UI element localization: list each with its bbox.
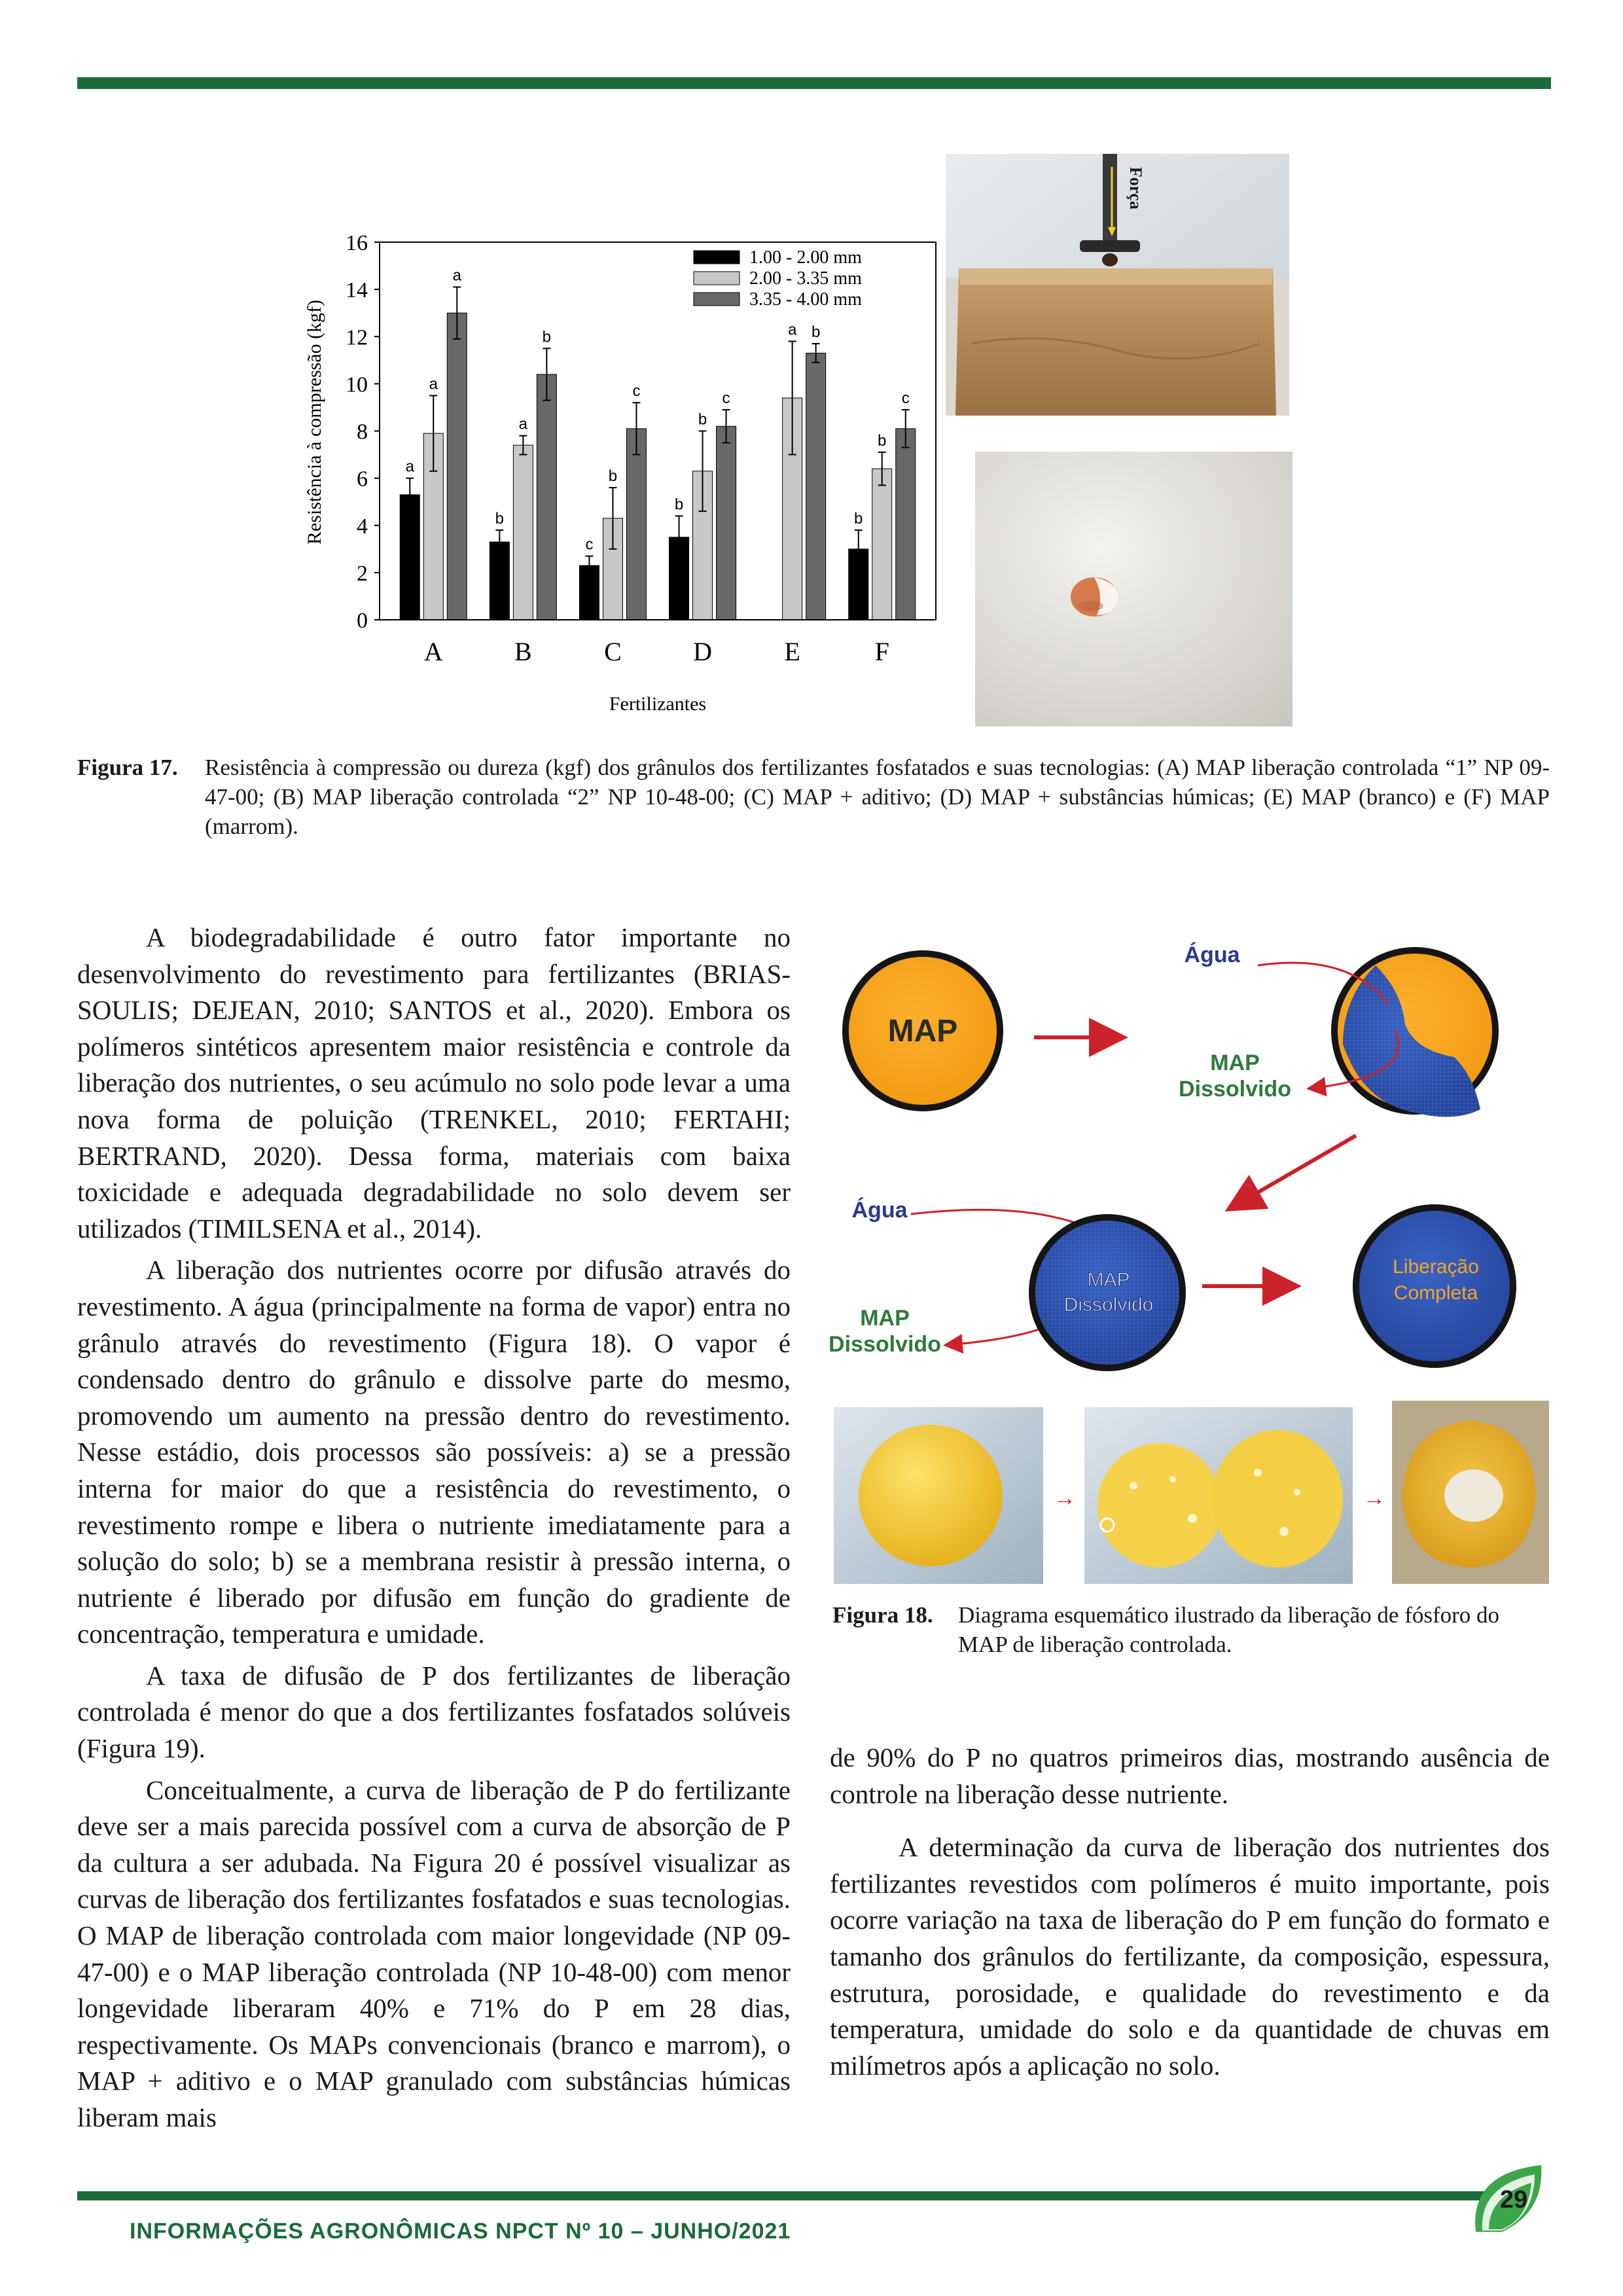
paragraph-4: Conceitualmente, a curva de liberação de P do fertilizante deve ser a mais parecida possível com a curva de absorção de P da cultura a ser adubada. Na Figura 20 é possível visualizar as curvas de liberação dos fertilizantes fosfatados e suas tecnologias. O MAP de liberação controlada com maior longevidade (NP 09-47-00) e o MAP liberação controlada (NP 10-48-00) com menor longevidade liberaram 40% e 71% do P em 28 dias, respectivamente. Os MAPs convencionais (branco e marrom), o MAP + aditivo e o MAP granulado com substâncias húmicas liberam mais	[77, 1774, 791, 2132]
dissolved-label-top-1: MAP	[1210, 1050, 1260, 1075]
figure-18-label: Figura 18.	[832, 1602, 933, 1628]
legend-swatch-1	[694, 251, 740, 264]
empty-shell-photo	[1392, 1401, 1549, 1584]
bar-B-series-2	[513, 445, 533, 620]
right-column	[830, 1740, 1550, 2084]
circle3-label-2: Dissolvido	[1063, 1294, 1154, 1316]
header-rule	[77, 77, 1551, 89]
x-tick-label: C	[604, 637, 622, 666]
legend-swatch-2	[694, 272, 740, 285]
bar-A-series-3	[447, 313, 467, 620]
significance-letter: b	[495, 509, 505, 528]
compression-bar-chart	[288, 226, 942, 723]
compression-test-photo	[946, 154, 1289, 416]
circle4-label-1: Liberação	[1393, 1256, 1479, 1278]
significance-letter: a	[518, 415, 528, 433]
bar-C-series-3	[626, 429, 646, 620]
y-tick-label: 10	[346, 372, 368, 397]
left-column	[77, 920, 791, 2136]
bar-F-series-3	[896, 429, 916, 620]
significance-letter: c	[632, 382, 641, 401]
y-tick-label: 14	[346, 278, 368, 303]
bar-B-series-3	[537, 374, 556, 620]
y-tick-label: 8	[357, 420, 368, 444]
dissolved-label-left-1: MAP	[860, 1306, 910, 1331]
significance-letter: c	[585, 535, 594, 554]
figure-17-label: Figura 17.	[77, 755, 178, 780]
x-tick-label: B	[514, 637, 532, 666]
legend-label-2: 2.00 - 3.35 mm	[749, 268, 862, 289]
water-label-top: Água	[1184, 942, 1240, 967]
significance-letter: a	[452, 266, 461, 285]
significance-letter: c	[901, 389, 910, 408]
legend-label-1: 1.00 - 2.00 mm	[749, 247, 862, 268]
y-tick-label: 4	[357, 514, 368, 539]
significance-letter: b	[878, 431, 887, 450]
y-tick-label: 0	[357, 609, 368, 633]
x-tick-labels	[424, 637, 889, 666]
force-label: Força	[1126, 167, 1145, 209]
paragraph-3: A taxa de difusão de P dos fertilizantes de liberação controlada é menor do que a dos fertilizantes fosfatados solúveis (Figura 19).	[77, 1660, 791, 1764]
chart-legend	[694, 247, 862, 310]
figure-17-text: Resistência à compressão ou dureza (kgf) dos grânulos dos fertilizantes fosfatados e suas tecnologias: (A) MAP liberação controlada “1” NP 09-47-00; (B) MAP liberação controlada “2” NP 10-48-00; (C) MAP + aditivo; (D) MAP + substâncias húmicas; (E) MAP (branco) e (F) MAP (marrom).	[205, 755, 1550, 839]
intact-granule-photo	[834, 1407, 1043, 1584]
x-tick-label: E	[784, 637, 800, 666]
sequence-arrow-1: →	[1054, 1486, 1076, 1511]
y-axis-label: Resistência à compressão (kgf)	[304, 299, 325, 545]
significance-letter: b	[811, 323, 821, 342]
bar-D-series-3	[717, 426, 736, 620]
circle3-label-1: MAP	[1087, 1269, 1130, 1291]
granule-sequence-photos	[826, 1401, 1552, 1584]
circle4-label-2: Completa	[1393, 1282, 1478, 1304]
bar-E-series-3	[806, 353, 826, 620]
significance-letter: b	[542, 328, 552, 346]
y-tick-label: 2	[357, 561, 368, 586]
paragraph-2: A liberação dos nutrientes ocorre por difusão através do revestimento. A água (principalmente na forma de vapor) entra no grânulo através do revestimento (Figura 18). O vapor é condensado dentro do grânulo e dissolve parte do mesmo, promovendo um aumento na pressão dentro do revestimento. Nesse estádio, dois processos são possíveis: a) se a pressão interna for maior do que a resistência do revestimento, o revestimento rompe e libera o nutriente imediatamente para a solução do solo; b) se a membrana resistir à pressão interna, o nutriente é liberado por difusão em função do gradiente de concentração, temperatura e umidade.	[77, 1255, 791, 1649]
significance-letter: c	[722, 389, 730, 408]
y-tick-label: 12	[346, 325, 368, 350]
legend-swatch-3	[694, 293, 740, 306]
journal-footer: INFORMAÇÕES AGRONÔMICAS NPCT Nº 10 – JUNHO/2021	[130, 2219, 791, 2244]
significance-letter: b	[854, 509, 863, 528]
significance-letter: a	[405, 457, 414, 476]
x-tick-label: D	[693, 637, 712, 666]
water-label-left: Água	[851, 1198, 908, 1223]
significance-letter: b	[674, 495, 684, 514]
granule-photo	[975, 452, 1293, 726]
bar-A-series-1	[400, 495, 419, 620]
x-axis-label: Fertilizantes	[609, 693, 707, 715]
page-number: 29	[1499, 2186, 1528, 2214]
sequence-arrow-2: →	[1363, 1486, 1385, 1511]
y-tick-label: 16	[346, 231, 368, 255]
bar-F-series-2	[872, 469, 892, 620]
release-diagram	[826, 913, 1552, 1397]
paragraph-5: de 90% do P no quatros primeiros dias, mostrando ausência de controle na liberação desse nutriente.	[830, 1742, 1550, 1809]
significance-letter: b	[608, 467, 618, 486]
swollen-granules-photo	[1084, 1407, 1353, 1584]
significance-letter: b	[698, 410, 707, 429]
y-tick-label: 6	[357, 467, 368, 492]
x-tick-label: A	[423, 637, 443, 666]
map-label: MAP	[887, 1014, 958, 1049]
paragraph-1: A biodegradabilidade é outro fator importante no desenvolvimento do revestimento para fertilizantes (BRIAS-SOULIS; DEJEAN, 2010; SANTOS et al., 2020). Embora os polímeros sintéticos apresentem maior resistência e controle da liberação dos nutrientes, o seu acúmulo no solo pode levar a uma nova forma de poluição (TRENKEL, 2010; FERTAHI; BERTRAND, 2020). Dessa forma, materiais com baixa toxicidade e adequada degradabilidade no solo devem ser utilizados (TIMILSENA et al., 2014).	[77, 922, 791, 1244]
bar-group	[400, 267, 915, 620]
paragraph-6: A determinação da curva de liberação dos nutrientes dos fertilizantes revestidos com polímeros é muito importante, pois ocorre variação na taxa de liberação do P em função do formato e tamanho dos grânulos do fertilizante, da composição, espessura, estrutura, porosidade, e qualidade do revestimento e da temperatura, umidade do solo e da quantidade de chuvas em milímetros após a aplicação no solo.	[830, 1832, 1550, 2081]
significance-letter: a	[787, 321, 797, 339]
dissolved-label-left-2: Dissolvido	[829, 1332, 941, 1357]
significance-letter: a	[429, 375, 438, 393]
footer-rule	[77, 2191, 1497, 2200]
legend-label-3: 3.35 - 4.00 mm	[749, 289, 862, 310]
dissolved-label-top-2: Dissolvido	[1179, 1077, 1291, 1102]
x-tick-label: F	[874, 637, 889, 666]
y-tick-labels	[346, 231, 380, 633]
figure-18-text: Diagrama esquemático ilustrado da liberação de fósforo do MAP de liberação controlada.	[958, 1602, 1500, 1657]
